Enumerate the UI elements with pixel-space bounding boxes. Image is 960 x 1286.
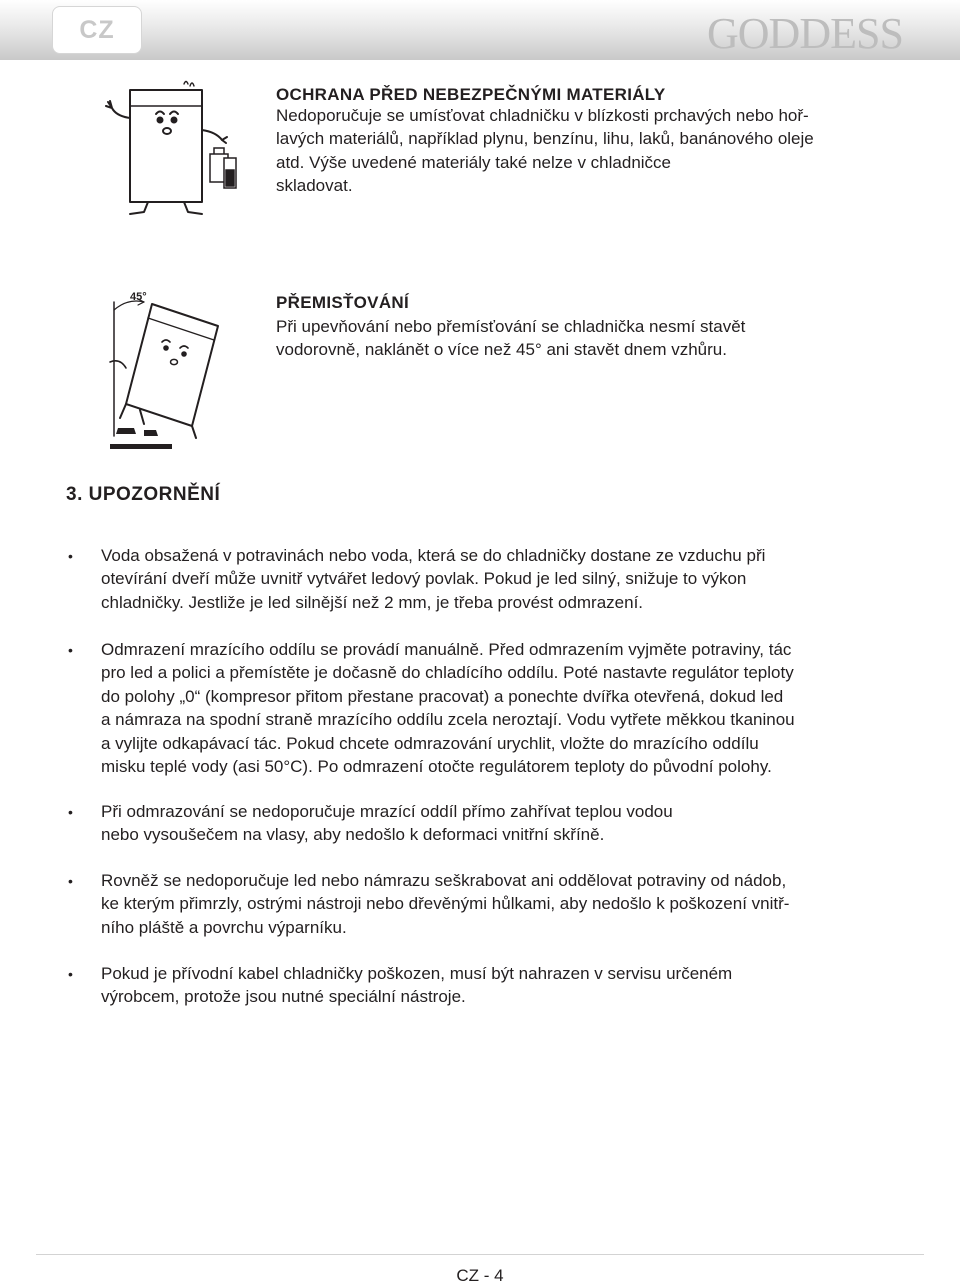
footer-divider <box>36 1254 924 1255</box>
warning-line: Pokud je přívodní kabel chladničky poškozen, musí být nahrazen v servisu určeném <box>101 964 733 983</box>
warning-section-title: 3. UPOZORNĚNÍ <box>66 484 221 505</box>
warning-item <box>101 544 901 614</box>
warning-line: Rovněž se nedoporučuje led nebo námrazu seškrabovat ani oddělovat potraviny od nádob, <box>101 871 787 890</box>
tilt-angle-label: 45° <box>130 291 147 303</box>
warning-line: a vylijte odkapávací tác. Pokud chcete odmrazování urychlit, vložte do mrazícího oddílu <box>101 733 759 753</box>
moving-text <box>276 315 745 362</box>
warning-line: výrobcem, protože jsou nutné speciální nástroje. <box>101 987 466 1007</box>
bullet-marker: • <box>68 642 73 658</box>
hazard-title: OCHRANA PŘED NEBEZPEČNÝMI MATERIÁLY <box>276 85 666 104</box>
warning-line: ního pláště a povrchu výparníku. <box>101 917 347 937</box>
brand-logo-text: GODDESS <box>707 9 903 58</box>
moving-line: vodorovně, naklánět o více než 45° ani stavět dnem vzhůru. <box>276 340 727 360</box>
language-tab[interactable]: CZ <box>52 6 142 54</box>
hazard-text <box>276 104 814 198</box>
warning-line: Odmrazení mrazícího oddílu se provádí manuálně. Před odmrazením vyjměte potraviny, tác <box>101 640 792 659</box>
hazard-line: lavých materiálů, například plynu, benzínu, lihu, laků, banánového oleje <box>276 129 814 149</box>
moving-line: Při upevňování nebo přemísťování se chladnička nesmí stavět <box>276 317 746 336</box>
fridge-hazard-illustration <box>98 78 248 218</box>
page-number: CZ - 4 <box>456 1266 504 1285</box>
hazard-line: Nedoporučuje se umísťovat chladničku v blízkosti prchavých nebo hoř- <box>276 106 809 125</box>
warning-line: Voda obsažená v potravinách nebo voda, která se do chladničky dostane ze vzduchu při <box>101 546 766 565</box>
bullet-marker: • <box>68 873 73 889</box>
warning-line: pro led a polici a přemístěte je dočasně do chladícího oddílu. Poté nastavte regulátor teploty <box>101 663 794 683</box>
warning-line: ke kterým přimrzly, ostrými nástroji nebo dřevěnými hůlkami, aby nedošlo k poškození vnitř- <box>101 894 790 914</box>
hazard-line: skladovat. <box>276 176 353 196</box>
bullet-marker: • <box>68 966 73 982</box>
warning-item <box>101 962 901 1009</box>
bullet-marker: • <box>68 804 73 820</box>
moving-title: PŘEMISŤOVÁNÍ <box>276 293 410 312</box>
fridge-tilt-illustration <box>100 286 250 454</box>
warning-item <box>101 800 901 847</box>
hazard-line: atd. Výše uvedené materiály také nelze v chladničce <box>276 152 672 172</box>
brand-logo <box>705 4 937 60</box>
warning-line: otevírání dveří může uvnitř vytvářet ledový povlak. Pokud je led silný, snižuje to výkon <box>101 569 747 589</box>
bullet-marker: • <box>68 548 73 564</box>
warning-line: nebo vysoušečem na vlasy, aby nedošlo k deformaci vnitřní skříně. <box>101 825 605 845</box>
warning-line: chladničky. Jestliže je led silnější než 2 mm, je třeba provést odmrazení. <box>101 592 644 612</box>
warning-line: do polohy „0“ (kompresor přitom přestane pracovat) a ponechte dvířka otevřená, dokud led <box>101 686 784 706</box>
warning-item <box>101 869 901 939</box>
warning-line: Při odmrazování se nedoporučuje mrazící oddíl přímo zahřívat teplou vodou <box>101 802 673 821</box>
warning-line: misku teplé vody (asi 50°C). Po odmrazení otočte regulátorem teploty do původní polohy. <box>101 757 772 777</box>
warning-line: a námraza na spodní straně mrazícího oddílu zcela neroztají. Vodu vytřete měkkou tkaninou <box>101 710 795 730</box>
warning-item <box>101 638 901 778</box>
